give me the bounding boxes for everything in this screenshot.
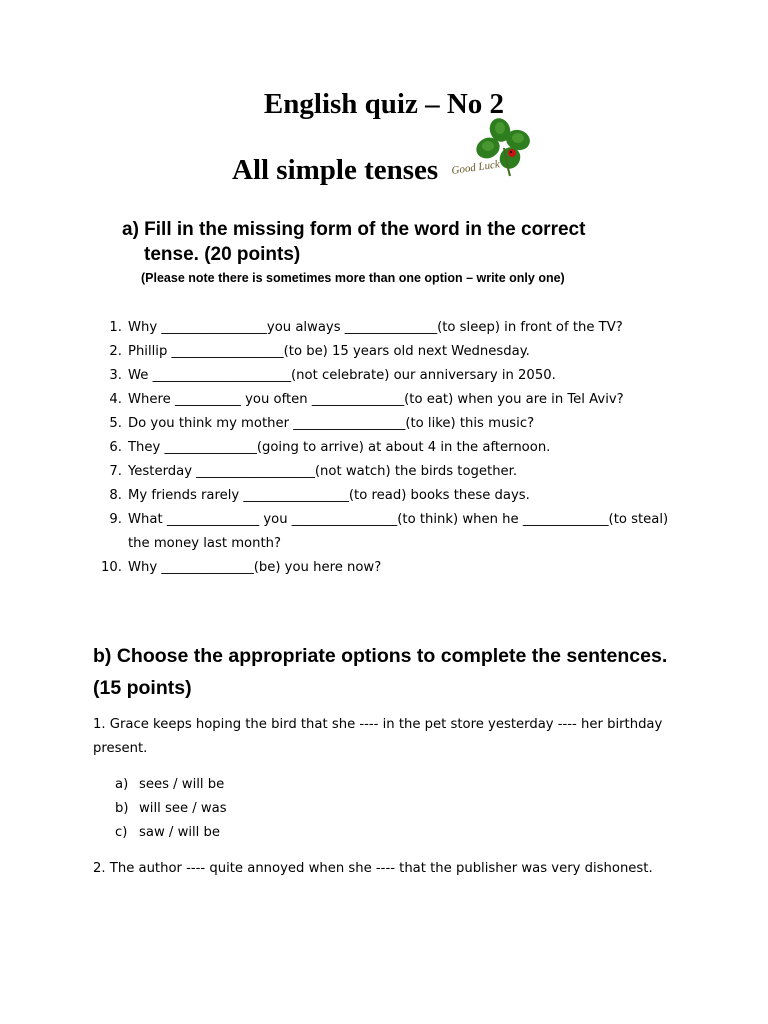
question-number: 8.	[109, 488, 122, 503]
question-item	[100, 460, 690, 484]
question-item	[100, 484, 690, 508]
question-item	[100, 316, 690, 340]
question-item	[100, 556, 690, 580]
question-text: Why ________________you always ______________(to sleep) in front of the TV?	[128, 320, 623, 335]
four-leaf-clover-logo	[448, 116, 534, 186]
question-item	[100, 436, 690, 460]
question-1-options	[115, 773, 227, 845]
question-number: 4.	[109, 392, 122, 407]
option-text: will see / was	[139, 801, 227, 816]
ladybug-icon	[508, 149, 516, 157]
question-text: Do you think my mother _________________(to like) this music?	[128, 416, 535, 431]
question-text: Yesterday __________________(not watch) the birds together.	[128, 464, 518, 479]
question-number: 2.	[109, 344, 122, 359]
section-b-question-1: 1. Grace keeps hoping the bird that she ---- in the pet store yesterday ---- her birthday present.	[93, 717, 663, 756]
question-number: 3.	[109, 368, 122, 383]
option-text: saw / will be	[139, 825, 221, 840]
question-list-a	[100, 316, 690, 580]
option-item	[115, 821, 227, 845]
good-luck-text: Good Luck	[450, 158, 501, 177]
question-number: 5.	[109, 416, 122, 431]
option-label: c)	[115, 825, 128, 840]
section-a-heading-line1: a) Fill in the missing form of the word in the correct	[122, 219, 586, 240]
quiz-subtitle: All simple tenses	[232, 154, 439, 186]
question-number: 9.	[109, 512, 122, 527]
question-item	[100, 508, 690, 556]
question-text: Phillip _________________(to be) 15 years old next Wednesday.	[128, 344, 530, 359]
question-number: 6.	[109, 440, 122, 455]
question-text: We _____________________(not celebrate) our anniversary in 2050.	[128, 368, 556, 383]
section-b-heading: b) Choose the appropriate options to complete the sentences. (15 points)	[93, 645, 668, 699]
question-item	[100, 388, 690, 412]
section-b-question-2: 2. The author ---- quite annoyed when she ---- that the publisher was very dishonest.	[93, 861, 653, 876]
question-item	[100, 364, 690, 388]
question-text: What ______________ you ________________(to think) when he _____________(to steal) the money last month?	[128, 512, 669, 551]
question-number: 10.	[101, 560, 122, 575]
option-label: b)	[115, 801, 129, 816]
section-a-heading-line2: tense. (20 points)	[144, 244, 301, 265]
question-text: They ______________(going to arrive) at about 4 in the afternoon.	[128, 440, 551, 455]
question-number: 7.	[109, 464, 122, 479]
section-a-heading	[122, 217, 682, 267]
question-item	[100, 412, 690, 436]
option-item	[115, 797, 227, 821]
option-item	[115, 773, 227, 797]
question-text: My friends rarely ________________(to read) books these days.	[128, 488, 530, 503]
section-a-note: (Please note there is sometimes more than one option – write only one)	[141, 271, 565, 285]
option-label: a)	[115, 777, 129, 792]
question-item	[100, 340, 690, 364]
option-text: sees / will be	[139, 777, 225, 792]
question-number: 1.	[109, 320, 122, 335]
question-text: Where __________ you often ______________(to eat) when you are in Tel Aviv?	[128, 392, 624, 407]
quiz-title: English quiz – No 2	[263, 88, 505, 120]
question-text: Why ______________(be) you here now?	[128, 560, 382, 575]
